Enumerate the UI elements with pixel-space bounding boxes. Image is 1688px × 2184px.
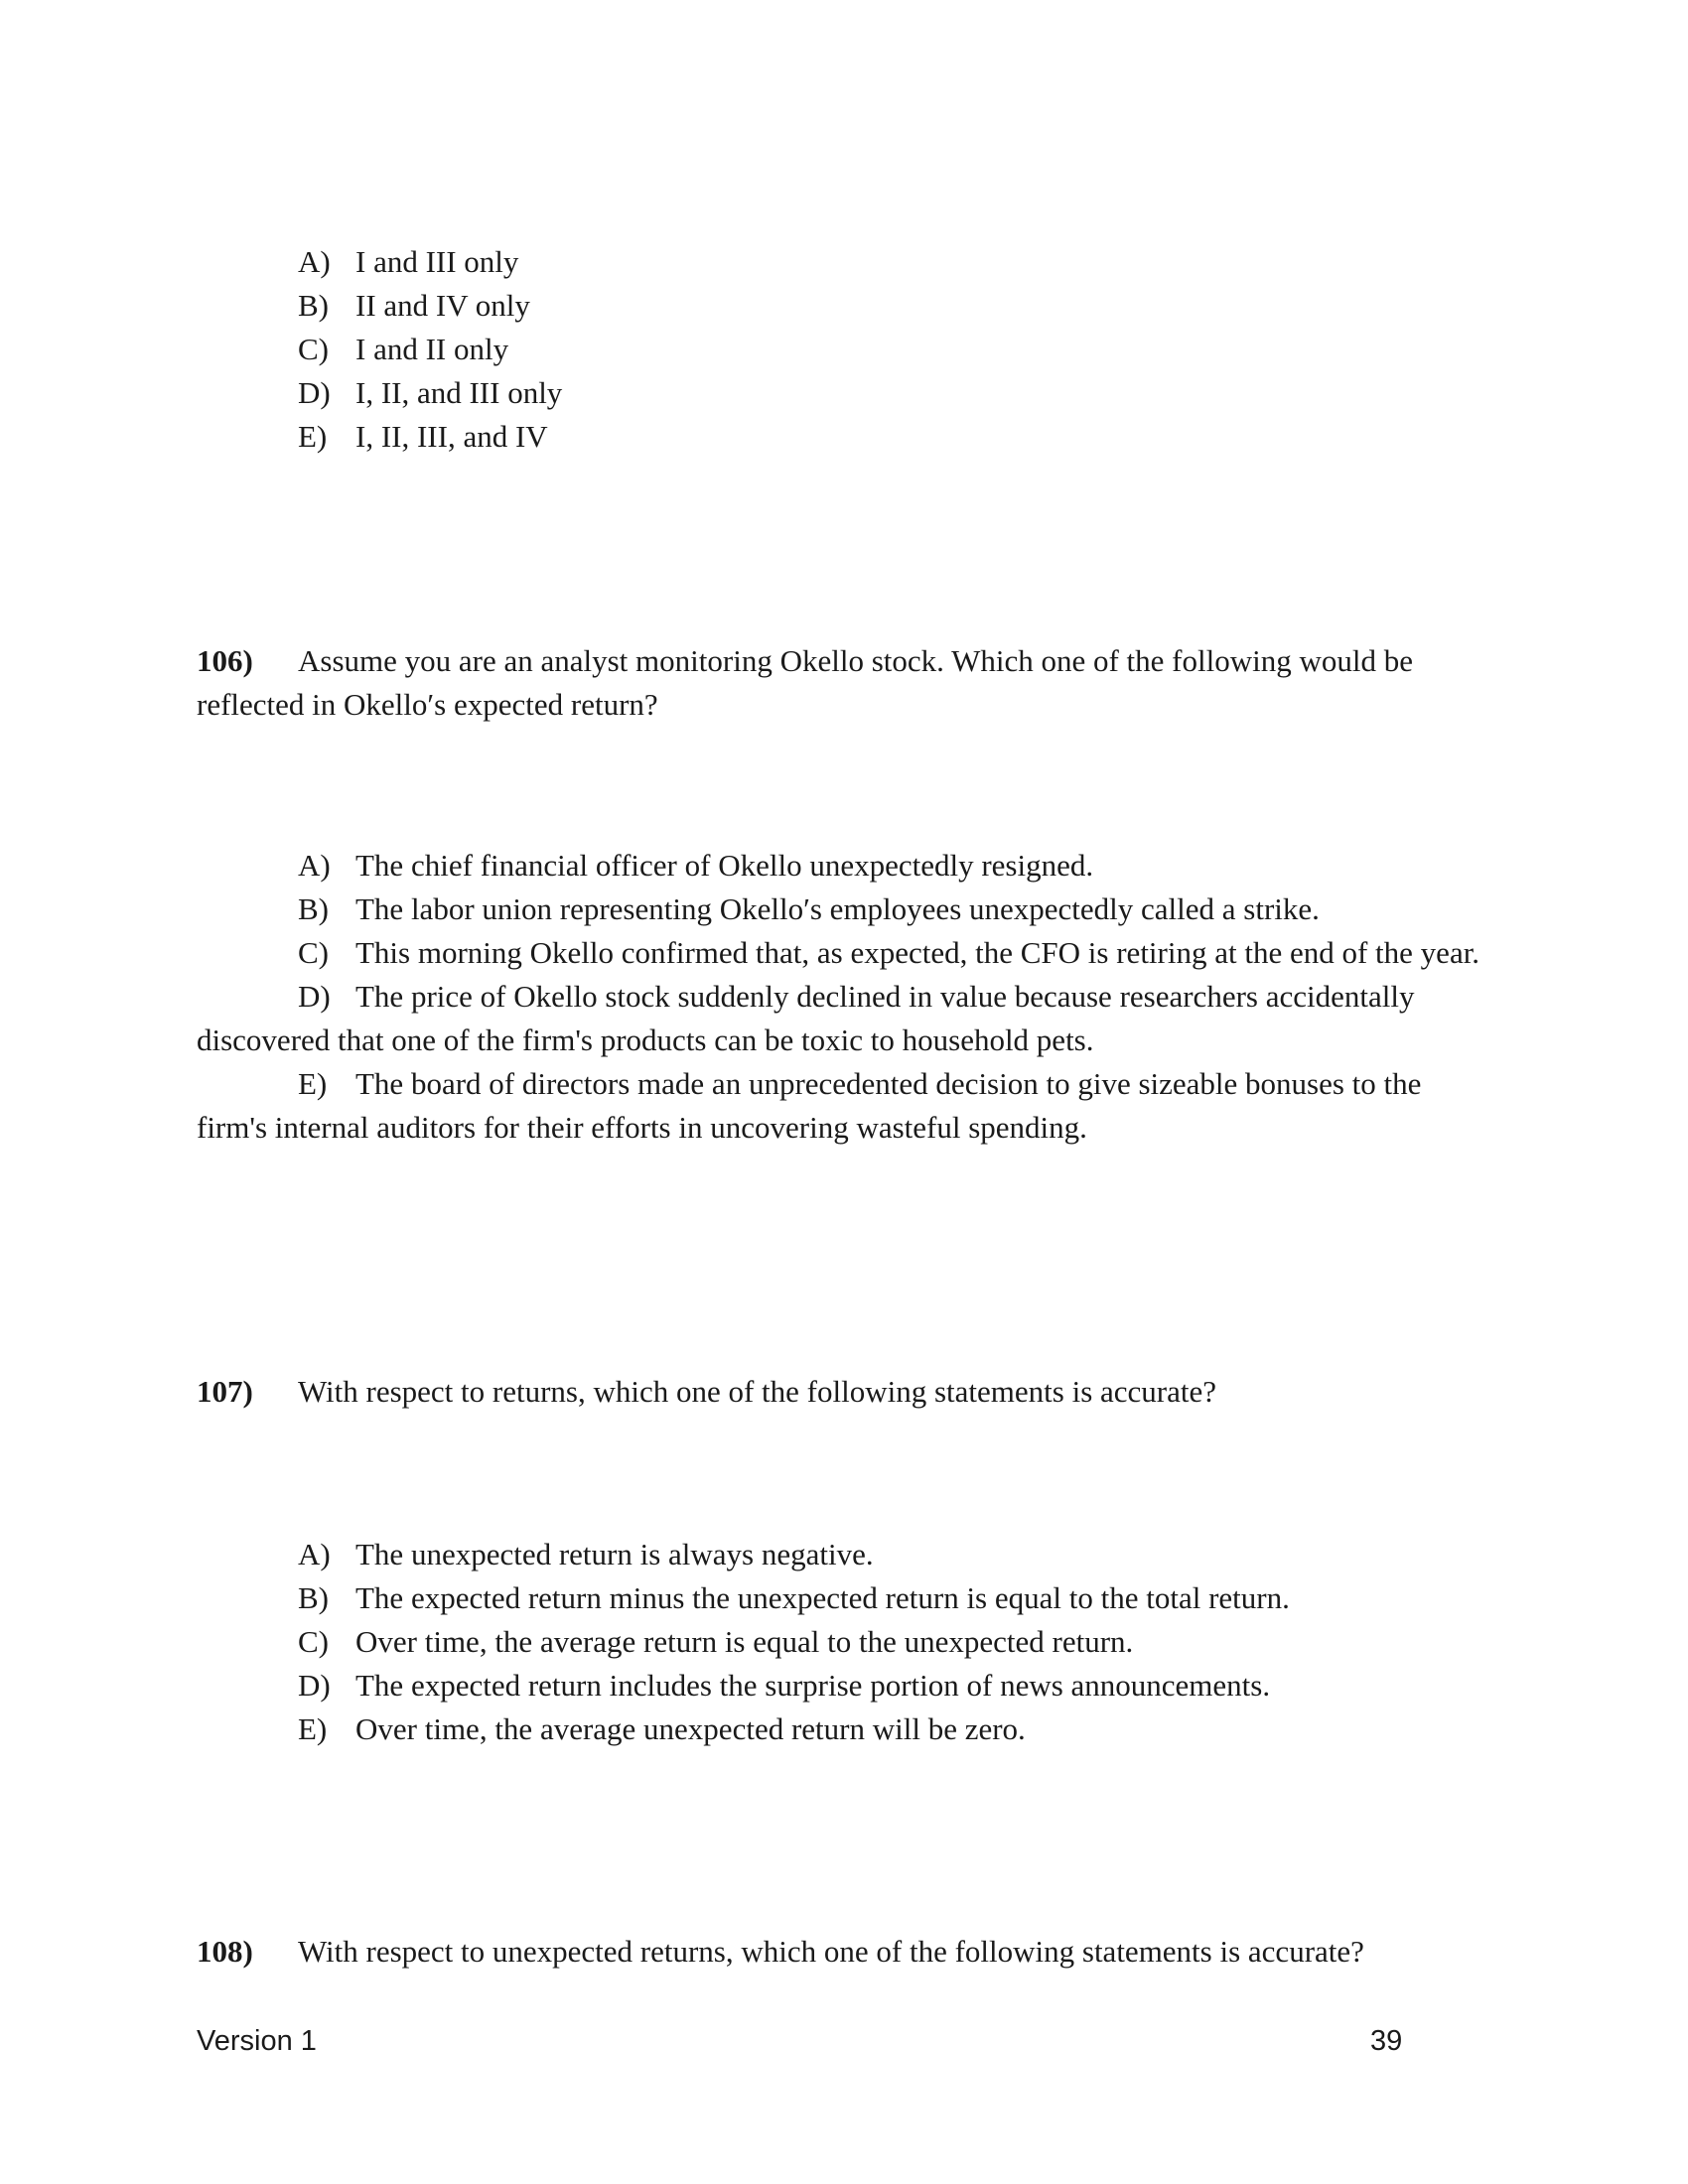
option-item xyxy=(197,1062,1487,1150)
question-107 xyxy=(197,1370,1487,1414)
option-item xyxy=(298,240,562,284)
question-number: 108) xyxy=(197,1934,253,1969)
question-106 xyxy=(197,639,1487,727)
option-text: I and II only xyxy=(355,332,509,366)
option-letter: B) xyxy=(298,891,329,926)
question-text: Assume you are an analyst monitoring Okello stock. Which one of the following would be reflected in Okello′s expected return? xyxy=(197,643,1413,722)
option-item xyxy=(197,931,1487,975)
option-item xyxy=(298,1664,1290,1707)
option-text: The unexpected return is always negative. xyxy=(355,1537,874,1571)
option-item xyxy=(197,887,1487,931)
option-text: Over time, the average unexpected return will be zero. xyxy=(355,1711,1026,1746)
option-item xyxy=(197,975,1487,1062)
option-text: II and IV only xyxy=(355,288,530,323)
option-letter: C) xyxy=(298,1624,329,1659)
option-text: This morning Okello confirmed that, as expected, the CFO is retiring at the end of the year. xyxy=(355,935,1480,970)
option-item xyxy=(298,284,562,328)
option-item xyxy=(298,1620,1290,1664)
question-text: With respect to returns, which one of the following statements is accurate? xyxy=(298,1374,1217,1409)
question-number: 107) xyxy=(197,1374,253,1409)
option-letter: E) xyxy=(298,1711,328,1746)
question-107-options xyxy=(298,1533,1290,1751)
option-letter: D) xyxy=(298,979,331,1014)
option-letter: E) xyxy=(298,1066,328,1101)
option-item xyxy=(298,371,562,415)
option-item xyxy=(298,328,562,371)
option-text: Over time, the average return is equal to the unexpected return. xyxy=(355,1624,1134,1659)
option-item xyxy=(298,1533,1290,1576)
option-text: I, II, III, and IV xyxy=(355,419,548,454)
option-text: The chief financial officer of Okello unexpectedly resigned. xyxy=(355,848,1094,883)
option-letter: C) xyxy=(298,332,329,366)
option-item xyxy=(197,844,1487,887)
option-letter: D) xyxy=(298,375,331,410)
option-letter: B) xyxy=(298,1580,329,1615)
question-number: 106) xyxy=(197,643,253,678)
question-106-options xyxy=(197,844,1487,1150)
option-letter: C) xyxy=(298,935,329,970)
question-108 xyxy=(197,1930,1487,1974)
option-text: The expected return includes the surprise portion of news announcements. xyxy=(355,1668,1271,1703)
option-text: I, II, and III only xyxy=(355,375,563,410)
option-text: The board of directors made an unprecedented decision to give sizeable bonuses to the firm's internal auditors for their efforts in uncovering wasteful spending. xyxy=(197,1066,1422,1145)
prev-question-options xyxy=(298,240,562,459)
option-item xyxy=(298,1576,1290,1620)
footer-version: Version 1 xyxy=(197,2025,317,2057)
option-item xyxy=(298,415,562,459)
option-letter: A) xyxy=(298,1537,331,1571)
option-text: I and III only xyxy=(355,244,519,279)
question-text: With respect to unexpected returns, which one of the following statements is accurate? xyxy=(298,1934,1364,1969)
option-letter: A) xyxy=(298,848,331,883)
option-letter: D) xyxy=(298,1668,331,1703)
option-letter: B) xyxy=(298,288,329,323)
option-text: The labor union representing Okello′s employees unexpectedly called a strike. xyxy=(355,891,1320,926)
option-letter: E) xyxy=(298,419,328,454)
option-text: The expected return minus the unexpected return is equal to the total return. xyxy=(355,1580,1290,1615)
option-item xyxy=(298,1707,1290,1751)
footer-page-number: 39 xyxy=(1370,2025,1403,2057)
option-letter: A) xyxy=(298,244,331,279)
option-text: The price of Okello stock suddenly declined in value because researchers accidentally discovered that one of the firm's products can be toxic to household pets. xyxy=(197,979,1415,1057)
